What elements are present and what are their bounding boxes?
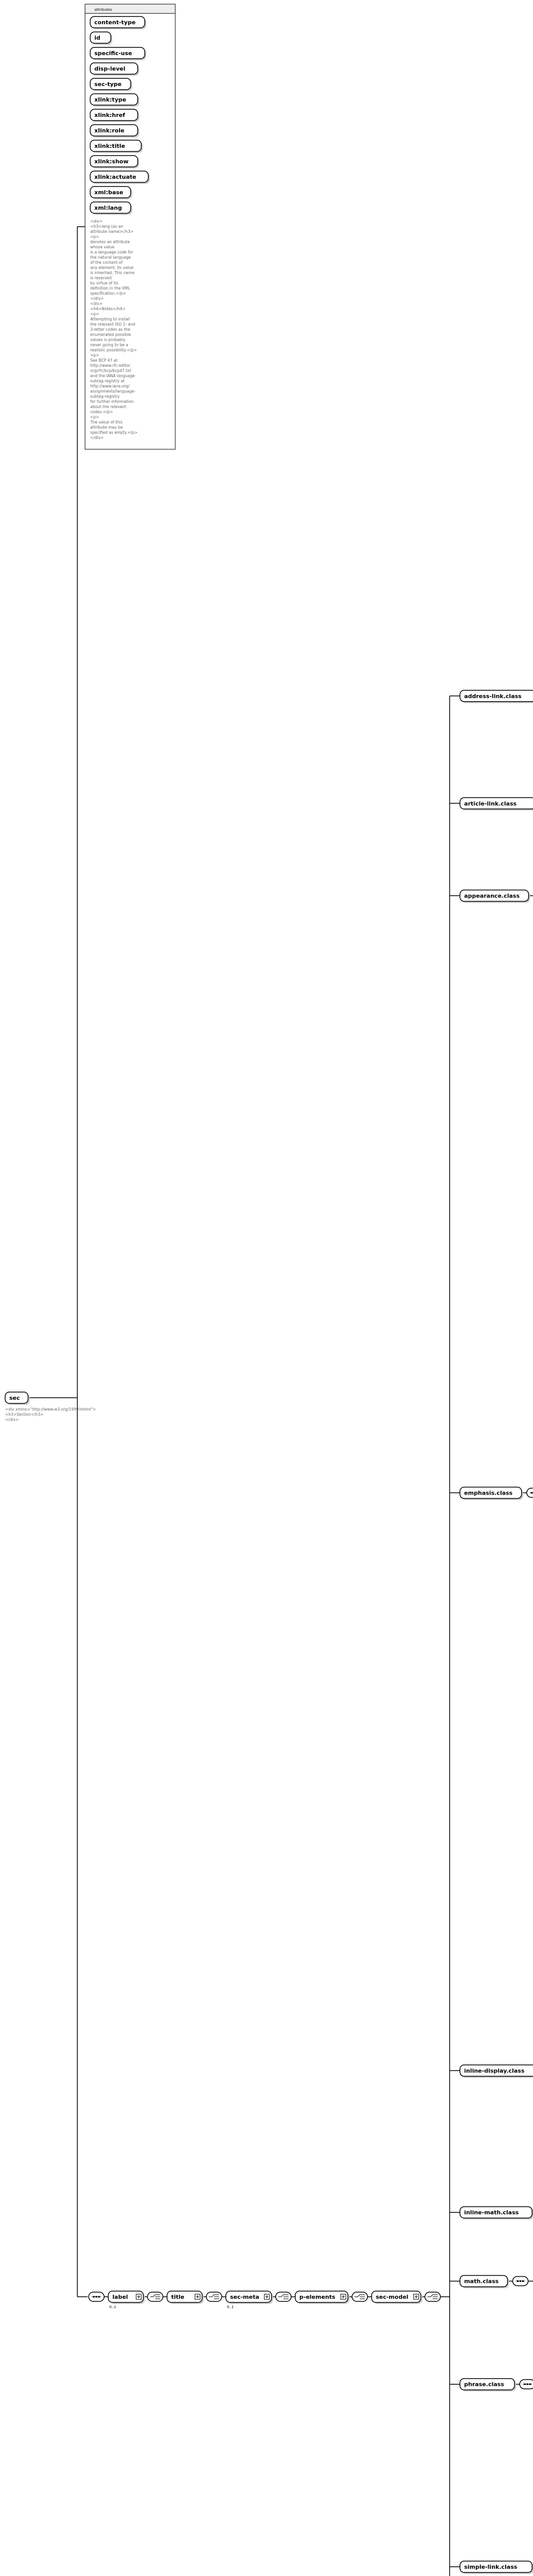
occurs-label: 0..1 bbox=[227, 2305, 234, 2309]
node-label: article-link.class bbox=[464, 800, 517, 807]
doc-line: assignments/language- bbox=[90, 389, 136, 394]
node-label: content-type bbox=[94, 19, 136, 26]
group-address-link-class[interactable] bbox=[460, 690, 533, 703]
doc-line: The value of this bbox=[90, 420, 123, 425]
root-element-sec[interactable] bbox=[5, 1392, 29, 1405]
group-inline-display-class[interactable] bbox=[460, 2065, 533, 2078]
group-inline-math-class[interactable] bbox=[460, 2207, 533, 2219]
attribute-sec-type[interactable] bbox=[90, 78, 132, 91]
node-frame bbox=[90, 32, 111, 43]
attribute-id[interactable] bbox=[90, 32, 112, 45]
group-phrase-class[interactable] bbox=[460, 2379, 516, 2392]
choice-compositor-icon bbox=[276, 2292, 291, 2301]
doc-line: is reserved bbox=[90, 276, 112, 280]
node-label: xlink:role bbox=[94, 127, 125, 134]
doc-line: <p> bbox=[90, 415, 99, 419]
attribute-disp-level[interactable] bbox=[90, 63, 139, 76]
attribute-xml-lang[interactable] bbox=[90, 202, 132, 215]
chain-sec-meta[interactable] bbox=[226, 2291, 273, 2309]
doc-line: http://www.iana.org/ bbox=[90, 384, 130, 388]
doc-line: values is probably bbox=[90, 337, 126, 342]
node-label: specific-use bbox=[94, 50, 132, 57]
node-label: p-elements bbox=[299, 2294, 336, 2300]
doc-line: attribute name)</h3> bbox=[90, 229, 134, 234]
doc-line: org/rfc/bcp/bcp47.txt bbox=[90, 368, 131, 373]
doc-line: attribute may be bbox=[90, 425, 123, 430]
doc-line: <p> bbox=[90, 353, 99, 358]
doc-line: subtag-registry bbox=[90, 394, 120, 399]
group-simple-link-class[interactable] bbox=[460, 2561, 533, 2574]
attribute-xlink-title[interactable] bbox=[90, 140, 143, 153]
doc-line: is a language code for bbox=[90, 250, 134, 255]
doc-line: realistic possibility.</p> bbox=[90, 348, 137, 352]
node-label: emphasis.class bbox=[464, 1489, 513, 1497]
node-label: inline-display.class bbox=[464, 2067, 525, 2075]
doc-line: </div> bbox=[90, 296, 104, 301]
node-label: title bbox=[171, 2294, 185, 2300]
doc-line: codes.</p> bbox=[90, 410, 113, 414]
doc-line: for further information bbox=[90, 399, 134, 404]
choice-compositor-icon bbox=[425, 2292, 440, 2301]
choice-compositor-icon bbox=[206, 2292, 222, 2301]
doc-line: 3-letter codes as the bbox=[90, 327, 130, 332]
node-label: xlink:title bbox=[94, 143, 125, 149]
node-label: address-link.class bbox=[464, 692, 522, 700]
node-label: inline-math.class bbox=[464, 2209, 519, 2216]
doc-line: specified as empty.</p> bbox=[90, 430, 138, 435]
doc-line: the natural language bbox=[90, 255, 131, 260]
doc-line: <div> bbox=[90, 219, 103, 224]
node-label: sec-meta bbox=[230, 2294, 259, 2300]
doc-line: and the IANA language bbox=[90, 374, 135, 378]
node-label: phrase.class bbox=[464, 2381, 504, 2388]
node-label: sec-model bbox=[375, 2294, 409, 2300]
doc-line: Attempting to install bbox=[90, 317, 130, 321]
doc-line: denotes an attribute bbox=[90, 240, 130, 244]
node-label: xml:base bbox=[94, 189, 124, 196]
doc-line: definition in the XML bbox=[90, 286, 130, 291]
attribute-xml-base[interactable] bbox=[90, 187, 132, 199]
group-math-class[interactable] bbox=[460, 2276, 509, 2289]
node-label: xlink:type bbox=[94, 96, 126, 103]
connector-lines bbox=[28, 227, 533, 2576]
schema-nodes bbox=[5, 4, 533, 2576]
doc-line: by virtue of its bbox=[90, 281, 119, 285]
doc-line: </div> bbox=[90, 435, 104, 440]
node-label: disp-level bbox=[94, 65, 126, 72]
sequence-compositor-icon bbox=[527, 1488, 533, 1498]
doc-line: any element; its value bbox=[90, 265, 134, 270]
node-label: math.class bbox=[464, 2278, 499, 2285]
doc-line: specification.</p> bbox=[90, 291, 126, 296]
sequence-compositor-icon bbox=[89, 2292, 104, 2301]
doc-line: See BCP 47 at bbox=[90, 358, 118, 363]
attribute-xlink-role[interactable] bbox=[90, 125, 139, 138]
doc-line: enumerated possible bbox=[90, 332, 131, 337]
doc-line: <h4>Notes</h4> bbox=[90, 307, 126, 311]
group-emphasis-class[interactable] bbox=[460, 1487, 523, 1500]
sequence-compositor-icon bbox=[513, 2277, 528, 2286]
node-label: sec-type bbox=[94, 81, 122, 88]
choice-compositor-icon bbox=[352, 2292, 368, 2301]
node-label: xlink:href bbox=[94, 112, 125, 118]
attribute-content-type[interactable] bbox=[90, 16, 146, 29]
attributes-header: attributes bbox=[94, 8, 112, 12]
node-label: appearance.class bbox=[464, 892, 520, 900]
attribute-xlink-actuate[interactable] bbox=[90, 171, 150, 184]
doc-line: never going to be a bbox=[90, 343, 128, 347]
node-label: xlink:show bbox=[94, 158, 129, 165]
sequence-compositor-icon bbox=[520, 2380, 533, 2389]
attribute-xlink-href[interactable] bbox=[90, 109, 139, 122]
occurs-label: 0..1 bbox=[109, 2305, 116, 2309]
doc-line: about the relevant bbox=[90, 404, 126, 409]
doc-line: whose value bbox=[90, 245, 114, 249]
doc-line: </div> bbox=[5, 1417, 19, 1422]
doc-line: http://www.rfc-editor. bbox=[90, 363, 131, 368]
node-label: id bbox=[94, 35, 101, 41]
doc-line: <h3>lang (as an bbox=[90, 224, 123, 229]
doc-line: of the content of bbox=[90, 260, 123, 265]
chain-sec-model[interactable] bbox=[372, 2291, 422, 2304]
chain-p-elements[interactable] bbox=[295, 2291, 349, 2304]
doc-line: the relevant ISO 2- and bbox=[90, 322, 136, 327]
attribute-xlink-show[interactable] bbox=[90, 156, 139, 168]
choice-compositor-icon bbox=[147, 2292, 163, 2301]
node-label: simple-link.class bbox=[464, 2564, 518, 2571]
doc-line: <div xmlns="http://www.w3.org/1999/xhtml"> bbox=[5, 1407, 96, 1412]
attribute-specific-use[interactable] bbox=[90, 47, 146, 60]
attribute-xlink-type[interactable] bbox=[90, 94, 139, 107]
doc-line: is inherited. This name bbox=[90, 270, 135, 275]
doc-line: <h3>Section</h3> bbox=[5, 1412, 44, 1417]
node-label: sec bbox=[9, 1395, 20, 1401]
node-label: xml:lang bbox=[94, 205, 122, 211]
doc-line: subtag registry at bbox=[90, 379, 125, 383]
chain-label[interactable] bbox=[108, 2291, 145, 2309]
doc-line: <p> bbox=[90, 234, 99, 239]
doc-line: <div> bbox=[90, 301, 103, 306]
node-label: xlink:actuate bbox=[94, 174, 137, 180]
group-appearance-class[interactable] bbox=[460, 890, 530, 903]
group-article-link-class[interactable] bbox=[460, 798, 533, 810]
doc-line: <p> bbox=[90, 312, 99, 316]
chain-title[interactable] bbox=[167, 2291, 204, 2304]
node-label: label bbox=[112, 2294, 128, 2300]
